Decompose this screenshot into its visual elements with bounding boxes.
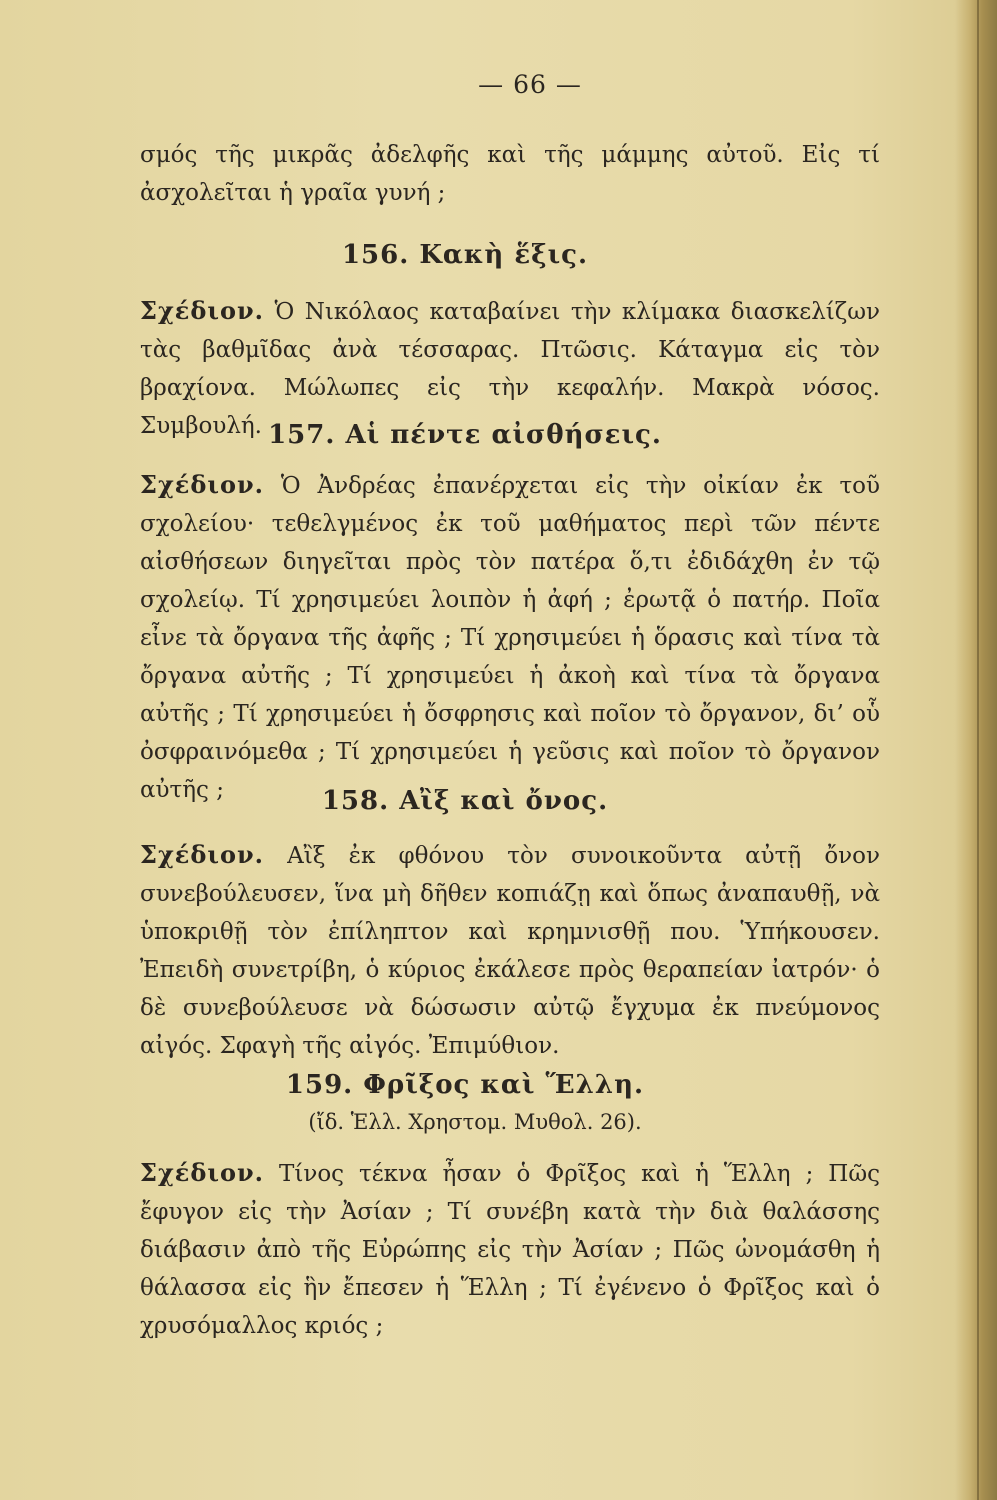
intro-paragraph: σμός τῆς μικρᾶς ἀδελφῆς καὶ τῆς μάμμης αὐτοῦ. Εἰς τί ἀσχολεῖται ἡ γραῖα γυνή ; bbox=[140, 142, 880, 206]
section-158-lead: Σχέδιον. bbox=[140, 840, 264, 869]
section-159-title: 159. Φρῖξος καὶ Ἕλλη. bbox=[285, 1070, 645, 1100]
page-number: — 66 — bbox=[478, 70, 582, 99]
section-157-lead: Σχέδιον. bbox=[140, 470, 264, 499]
section-158-body bbox=[140, 836, 880, 1065]
section-156-text: Ὁ Νικόλαος καταβαίνει τὴν κλίμακα διασκελίζων τὰς βαθμῖδας ἀνὰ τέσσαρας. Πτῶσις. Κάταγμα εἰς τὸν βραχίονα. Μώλωπες εἰς τὴν κεφαλήν. Μακρὰ νόσος. Συμβουλή. bbox=[140, 299, 880, 439]
section-158-text: Αἲξ ἐκ φθόνου τὸν συνοικοῦντα αὐτῇ ὄνον συνεβούλευσεν, ἵνα μὴ δῆθεν κοπιάζῃ καὶ ὅπως ἀναπαυθῇ, νὰ ὑποκριθῇ τὸν ἐπίληπτον καὶ κρημνισθῇ που. Ὑπήκουσεν. Ἐπειδὴ συνετρίβη, ὁ κύριος ἐκάλεσε πρὸς θεραπείαν ἰατρόν· ὁ δὲ συνεβούλευσε νὰ δώσωσιν αὐτῷ ἔγχυμα ἐκ πνεύμονος αἰγός. Σφαγὴ τῆς αἰγός. Ἐπιμύθιον. bbox=[140, 843, 880, 1059]
section-157-text: Ὁ Ἀνδρέας ἐπανέρχεται εἰς τὴν οἰκίαν ἐκ τοῦ σχολείου· τεθελγμένος ἐκ τοῦ μαθήματος περὶ τῶν πέντε αἰσθήσεων διηγεῖται πρὸς τὸν πατέρα ὅ,τι ἐδιδάχθη ἐν τῷ σχολείῳ. Τί χρησιμεύει λοιπὸν ἡ ἀφή ; ἐρωτᾷ ὁ πατήρ. Ποῖα εἶνε τὰ ὄργανα τῆς ἀφῆς ; Τί χρησιμεύει ἡ ὅρασις καὶ τίνα τὰ ὄργανα αὐτῆς ; Τί χρησιμεύει ἡ ἀκοὴ καὶ τίνα τὰ ὄργανα αὐτῆς ; Τί χρησιμεύει ἡ ὄσφρησις καὶ ποῖον τὸ ὄργανον, δι’ οὗ ὀσφραινόμεθα ; Τί χρησιμεύει ἡ γεῦσις καὶ ποῖον τὸ ὄργανον αὐτῆς ; bbox=[140, 473, 880, 803]
book-spine-shadow bbox=[955, 0, 997, 1500]
section-156-title: 156. Κακὴ ἕξις. bbox=[341, 240, 589, 270]
section-157-body bbox=[140, 466, 880, 809]
section-159-lead: Σχέδιον. bbox=[140, 1158, 264, 1187]
section-159-subtitle: (ἴδ. Ἑλλ. Χρηστομ. Μυθολ. 26). bbox=[308, 1110, 642, 1134]
section-158-title: 158. Αἲξ καὶ ὄνος. bbox=[321, 786, 609, 816]
section-159-text: Τίνος τέκνα ἦσαν ὁ Φρῖξος καὶ ἡ Ἕλλη ; Πῶς ἔφυγον εἰς τὴν Ἀσίαν ; Τί συνέβη κατὰ τὴν διὰ θαλάσσης διάβασιν ἀπὸ τῆς Εὐρώπης εἰς τὴν Ἀσίαν ; Πῶς ὠνομάσθη ἡ θάλασσα εἰς ἣν ἔπεσεν ἡ Ἕλλη ; Τί ἐγένενο ὁ Φρῖξος καὶ ὁ χρυσόμαλλος κριός ; bbox=[140, 1161, 880, 1339]
section-156-lead: Σχέδιον. bbox=[140, 296, 264, 325]
book-gutter-line bbox=[977, 0, 979, 1500]
section-159-body bbox=[140, 1154, 880, 1345]
section-157-title: 157. Αἱ πέντε αἰσθήσεις. bbox=[268, 420, 662, 450]
